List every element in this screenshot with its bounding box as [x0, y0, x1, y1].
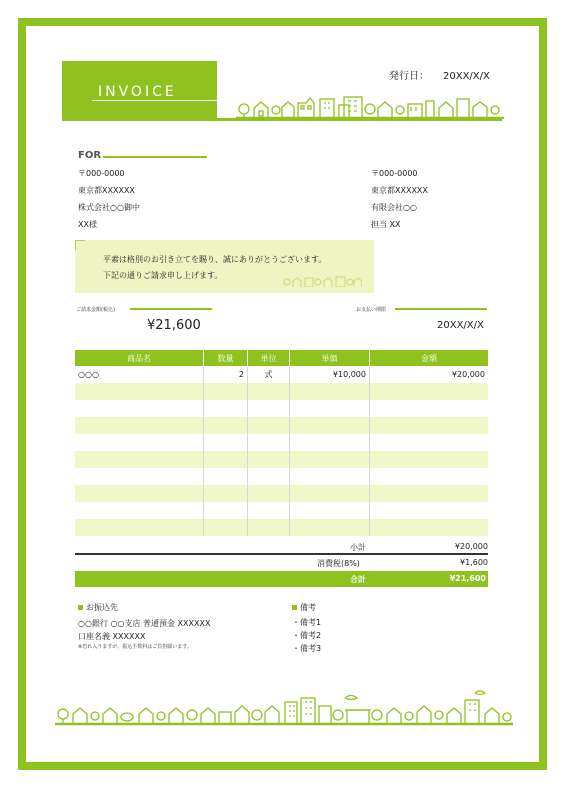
header-item-name: 商品名: [75, 350, 204, 366]
cell-unit-price: [290, 502, 370, 519]
subtotal-value: ¥20,000: [454, 542, 488, 551]
amount-value: ¥21,600: [147, 318, 201, 333]
message-line-1: 平素は格別のお引き立てを賜り、誠にありがとうございます。: [103, 255, 327, 264]
cell-quantity: [204, 519, 248, 536]
cell-unit: [248, 519, 290, 536]
table-header: [75, 350, 488, 366]
for-label: FOR: [78, 150, 102, 161]
cell-quantity: [204, 468, 248, 485]
cell-unit: 式: [248, 366, 290, 383]
total-value: ¥21,600: [449, 574, 486, 583]
bank-line-2: 口座名義 XXXXXX: [78, 632, 146, 641]
for-rule: [103, 156, 207, 158]
table-row: [75, 502, 488, 519]
recipient-address: 東京都XXXXXX: [78, 186, 135, 195]
invoice-title: INVOICE: [98, 84, 177, 100]
cell-quantity: [204, 502, 248, 519]
cell-item-name: ○○○: [75, 366, 204, 383]
cell-unit: [248, 485, 290, 502]
cell-unit: [248, 468, 290, 485]
table-row: [75, 383, 488, 400]
table-row: [75, 417, 488, 434]
cell-quantity: [204, 451, 248, 468]
cell-amount: [370, 468, 488, 485]
bank-heading: [78, 602, 118, 613]
table-row: [75, 468, 488, 485]
cell-unit: [248, 383, 290, 400]
cell-unit: [248, 502, 290, 519]
cell-item-name: [75, 383, 204, 400]
recipient-company: 株式会社○○御中: [78, 203, 140, 212]
header-unit: 単位: [248, 350, 290, 366]
cell-amount: [370, 417, 488, 434]
sender-postal: 〒000-0000: [371, 169, 418, 178]
message-line-2: 下記の通りご請求申し上げます。: [103, 271, 223, 280]
cell-item-name: [75, 417, 204, 434]
town-illustration-icon: [236, 93, 504, 119]
due-rule: [395, 308, 487, 310]
bullet-square-icon: [78, 605, 83, 610]
table-row: [75, 485, 488, 502]
remark-item: ・備考2: [292, 631, 322, 640]
cell-amount: [370, 502, 488, 519]
cell-quantity: 2: [204, 366, 248, 383]
header-amount: 金額: [421, 353, 437, 363]
cell-amount: [370, 434, 488, 451]
table-row: [75, 366, 488, 383]
cell-unit-price: [290, 451, 370, 468]
sender-address: 東京都XXXXXX: [371, 186, 428, 195]
tax-label: 消費税(8%): [317, 559, 360, 568]
amount-rule: [130, 308, 212, 310]
cell-item-name: [75, 519, 204, 536]
cell-unit-price: [290, 519, 370, 536]
table-row: [75, 434, 488, 451]
cell-quantity: [204, 485, 248, 502]
table-row: [75, 400, 488, 417]
cell-item-name: [75, 502, 204, 519]
issue-date-block: [389, 67, 490, 82]
bank-note: ※恐れ入りますが、振込手数料はご負担願います。: [78, 644, 192, 650]
message-box: [75, 240, 374, 293]
total-label: 合計: [350, 575, 366, 584]
cell-unit: [248, 434, 290, 451]
issue-date-value: 20XX/X/X: [443, 71, 490, 82]
table-spacer: [75, 536, 488, 553]
table-row: [75, 451, 488, 468]
footer-town-illustration-icon: [55, 690, 513, 726]
bank-line-1: ○○銀行 ○○支店 普通預金 XXXXXX: [78, 619, 211, 628]
remark-item: ・備考1: [292, 618, 322, 627]
subtotal-label: 小計: [350, 543, 366, 552]
cell-unit: [248, 417, 290, 434]
cell-unit-price: [290, 417, 370, 434]
cell-item-name: [75, 400, 204, 417]
due-value: 20XX/X/X: [437, 320, 484, 331]
cell-quantity: [204, 434, 248, 451]
cell-unit-price: ¥10,000: [290, 366, 370, 383]
remarks-heading-text: 備考: [300, 603, 316, 612]
bullet-square-icon: [292, 605, 297, 610]
total-bar: [75, 571, 488, 587]
cell-quantity: [204, 400, 248, 417]
cell-item-name: [75, 485, 204, 502]
small-town-icon: [282, 272, 362, 291]
tax-value: ¥1,600: [460, 558, 488, 567]
cell-item-name: [75, 434, 204, 451]
cell-unit: [248, 451, 290, 468]
cell-amount: [370, 383, 488, 400]
recipient-person: XX様: [78, 220, 97, 229]
cell-quantity: [204, 383, 248, 400]
cell-amount: [370, 485, 488, 502]
cell-amount: ¥20,000: [451, 370, 485, 379]
cell-unit-price: [290, 383, 370, 400]
remark-item: ・備考3: [292, 644, 322, 653]
issue-date-label: 発行日：: [389, 71, 429, 82]
header-quantity: 数量: [204, 350, 248, 366]
items-table: [75, 350, 488, 555]
cell-amount: [370, 451, 488, 468]
recipient-postal: 〒000-0000: [78, 169, 125, 178]
cell-unit-price: [290, 400, 370, 417]
header-unit-price: 単価: [290, 350, 370, 366]
sender-company: 有限会社○○: [371, 203, 417, 212]
cell-unit-price: [290, 485, 370, 502]
cell-item-name: [75, 451, 204, 468]
table-bottom-rule: [75, 553, 488, 555]
remarks-heading: [292, 602, 316, 613]
sender-person: 担当 XX: [371, 220, 401, 229]
table-row: [75, 519, 488, 536]
cell-amount: [370, 400, 488, 417]
due-label: お支払い期限: [356, 307, 387, 313]
cell-amount: [370, 519, 488, 536]
cell-unit-price: [290, 468, 370, 485]
bank-heading-text: お振込先: [86, 603, 118, 612]
cell-unit: [248, 400, 290, 417]
amount-label: ご請求金額(税込): [76, 307, 115, 313]
message-corner: [75, 240, 85, 250]
cell-quantity: [204, 417, 248, 434]
cell-item-name: [75, 468, 204, 485]
title-underline: [92, 100, 217, 101]
cell-unit-price: [290, 434, 370, 451]
